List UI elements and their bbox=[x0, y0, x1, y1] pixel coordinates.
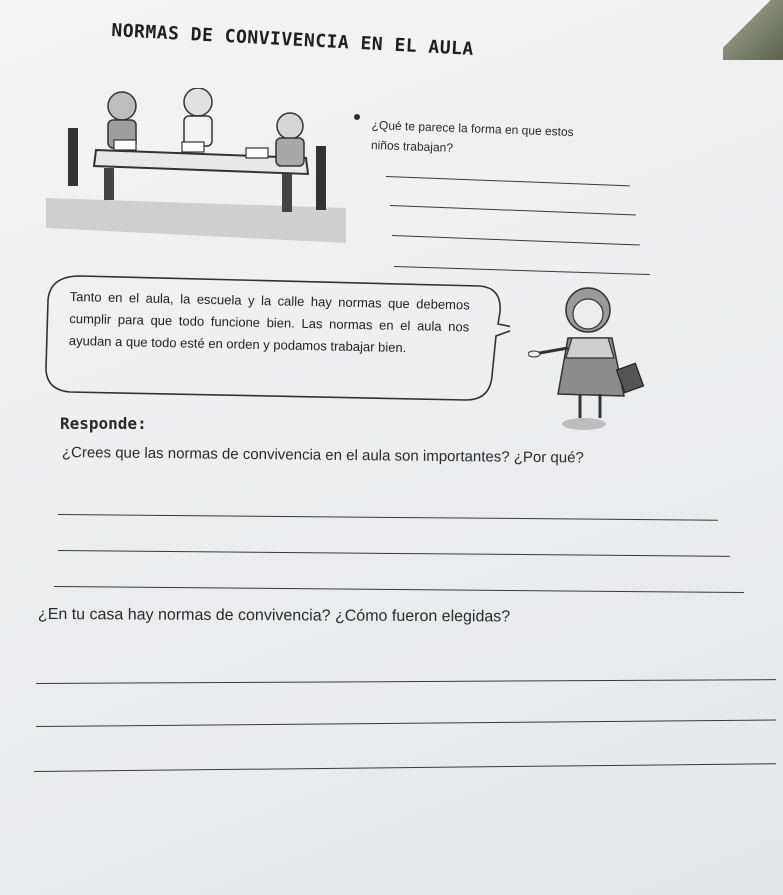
background-edge bbox=[723, 0, 783, 60]
girl-illustration bbox=[528, 286, 658, 436]
question-home-norms: ¿En tu casa hay normas de convivencia? ¿Cómo fueron elegidas? bbox=[37, 606, 511, 626]
worksheet-title: NORMAS DE CONVIVENCIA EN EL AULA bbox=[110, 20, 475, 60]
info-text: Tanto en el aula, la escuela y la calle hay normas que debemos cumplir para que todo funcione bien. Las normas en el aula nos ayudan a que todo esté en orden y podamos trabajar bien. bbox=[68, 288, 470, 356]
responde-heading: Responde: bbox=[60, 414, 147, 433]
question-illustration: ¿Qué te parece la forma en que estos niños trabajan? bbox=[370, 117, 574, 155]
bullet-icon bbox=[354, 114, 360, 120]
question-importance: ¿Crees que las normas de convivencia en el aula son importantes? ¿Por qué? bbox=[61, 443, 584, 467]
children-at-table-illustration bbox=[46, 88, 346, 243]
